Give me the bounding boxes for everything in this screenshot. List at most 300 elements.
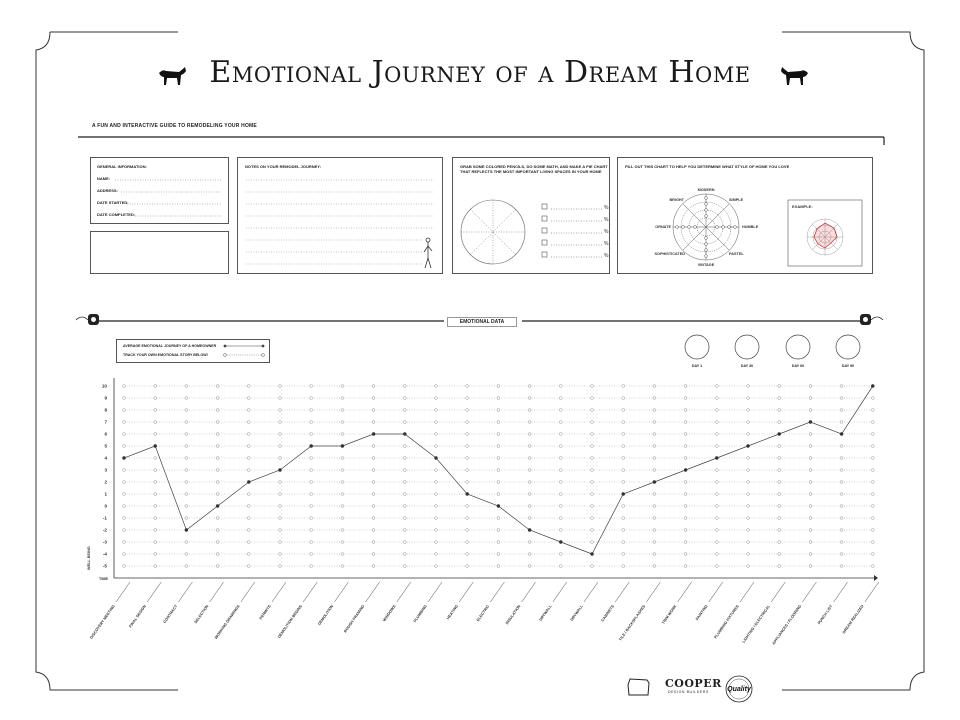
- grid-point: [403, 553, 406, 556]
- grid-point: [466, 481, 469, 484]
- grid-point: [840, 397, 843, 400]
- axis-label-bright: BRIGHT: [669, 198, 684, 202]
- grid-point: [310, 493, 313, 496]
- grid-point: [185, 433, 188, 436]
- grid-point: [185, 409, 188, 412]
- grid-point: [591, 517, 594, 520]
- grid-point: [778, 397, 781, 400]
- category-label: TRIM WORK: [661, 604, 678, 625]
- grid-point: [622, 517, 625, 520]
- grid-point: [185, 469, 188, 472]
- grid-point: [591, 565, 594, 568]
- grid-point: [653, 469, 656, 472]
- grid-point: [310, 553, 313, 556]
- grid-point: [341, 505, 344, 508]
- grid-point: [216, 529, 219, 532]
- grid-point: [559, 385, 562, 388]
- blank-pie-chart[interactable]: [461, 200, 525, 264]
- grid-point: [341, 481, 344, 484]
- category-label: WORKING DRAWINGS: [213, 604, 241, 640]
- category-label: LIGHTING / ELECTRICAL: [741, 604, 772, 644]
- grid-point: [778, 445, 781, 448]
- grid-point: [840, 445, 843, 448]
- grid-point: [341, 421, 344, 424]
- grid-point: [341, 469, 344, 472]
- category-tick: [490, 582, 504, 602]
- grid-point: [622, 397, 625, 400]
- grid-point: [528, 565, 531, 568]
- grid-point: [372, 565, 375, 568]
- axis-label-simple: SIMPLE: [729, 198, 744, 202]
- grid-point: [403, 385, 406, 388]
- grid-point: [871, 469, 874, 472]
- grid-point: [123, 541, 126, 544]
- grid-point: [684, 385, 687, 388]
- grid-point: [123, 553, 126, 556]
- percent-sign: %: [604, 253, 609, 259]
- grid-point: [747, 397, 750, 400]
- person-icon: [424, 238, 432, 268]
- grid-point: [466, 469, 469, 472]
- grid-point: [809, 505, 812, 508]
- grid-point: [778, 421, 781, 424]
- legend-average-label: AVERAGE EMOTIONAL JOURNEY OF A HOMEOWNER: [123, 344, 217, 348]
- grid-point: [403, 421, 406, 424]
- category-label: PUNCH LIST: [817, 604, 834, 626]
- grid-point: [247, 493, 250, 496]
- category-label: DRYWALL: [569, 604, 584, 622]
- grid-point: [559, 517, 562, 520]
- grid-point: [497, 457, 500, 460]
- grid-point: [185, 385, 188, 388]
- grid-point: [622, 469, 625, 472]
- grid-point: [372, 553, 375, 556]
- grid-point: [247, 421, 250, 424]
- grid-point: [871, 517, 874, 520]
- grid-point: [809, 385, 812, 388]
- grid-point: [497, 385, 500, 388]
- grid-point: [840, 409, 843, 412]
- data-point: [154, 444, 157, 447]
- grid-point: [341, 385, 344, 388]
- grid-point: [372, 541, 375, 544]
- grid-point: [185, 565, 188, 568]
- grid-point: [653, 505, 656, 508]
- x-axis-label: TIME: [99, 577, 109, 581]
- grid-point: [684, 541, 687, 544]
- grid-point: [154, 517, 157, 520]
- grid-point: [684, 505, 687, 508]
- grid-point: [403, 565, 406, 568]
- grid-point: [154, 433, 157, 436]
- y-tick-label: 4: [104, 455, 107, 461]
- grid-point: [528, 433, 531, 436]
- grid-point: [497, 529, 500, 532]
- grid-point: [310, 529, 313, 532]
- category-tick: [584, 582, 598, 602]
- data-point: [778, 432, 781, 435]
- grid-point: [154, 469, 157, 472]
- grid-point: [653, 445, 656, 448]
- grid-point: [185, 517, 188, 520]
- date-started-field-label: DATE STARTED:: [97, 200, 129, 205]
- pie-legend-checkboxes[interactable]: [542, 204, 603, 257]
- grid-point: [747, 493, 750, 496]
- grid-point: [185, 445, 188, 448]
- grid-point: [310, 421, 313, 424]
- notes-panel: [237, 157, 443, 274]
- grid-point: [715, 385, 718, 388]
- grid-point: [435, 397, 438, 400]
- grid-point: [247, 385, 250, 388]
- category-label: PAINTING: [695, 604, 709, 622]
- grid-point: [279, 421, 282, 424]
- data-point: [590, 552, 593, 555]
- category-label: PERMITS: [258, 604, 272, 621]
- grid-point: [559, 481, 562, 484]
- quality-seal-text: Quality: [727, 686, 751, 693]
- grid-point: [247, 529, 250, 532]
- grid-point: [216, 517, 219, 520]
- data-point: [653, 480, 656, 483]
- grid-point: [279, 553, 282, 556]
- grid-point: [403, 541, 406, 544]
- grid-point: [435, 529, 438, 532]
- grid-point: [497, 553, 500, 556]
- grid-point: [715, 397, 718, 400]
- grid-point: [747, 505, 750, 508]
- grid-point: [123, 565, 126, 568]
- category-tick: [740, 582, 754, 602]
- grid-point: [559, 529, 562, 532]
- grid-point: [715, 409, 718, 412]
- grid-point: [840, 457, 843, 460]
- grid-point: [871, 421, 874, 424]
- grid-point: [559, 493, 562, 496]
- name-field-label: NAME:: [97, 176, 111, 181]
- grid-point: [403, 457, 406, 460]
- category-tick: [459, 582, 473, 602]
- grid-point: [497, 397, 500, 400]
- grid-point: [497, 541, 500, 544]
- grid-point: [653, 457, 656, 460]
- data-point: [341, 444, 344, 447]
- y-tick-label: 9: [104, 395, 107, 401]
- y-tick-label: 6: [104, 431, 107, 437]
- grid-point: [216, 409, 219, 412]
- grid-point: [653, 493, 656, 496]
- data-point: [746, 444, 749, 447]
- grid-point: [840, 565, 843, 568]
- grid-point: [185, 397, 188, 400]
- data-point: [840, 432, 843, 435]
- grid-point: [528, 553, 531, 556]
- grid-point: [310, 469, 313, 472]
- grid-point: [497, 565, 500, 568]
- y-tick-label: 1: [104, 491, 107, 497]
- grid-point: [653, 541, 656, 544]
- grid-point: [154, 541, 157, 544]
- general-info-heading: GENERAL INFORMATION:: [97, 164, 147, 169]
- grid-point: [871, 397, 874, 400]
- grid-point: [809, 493, 812, 496]
- grid-point: [622, 409, 625, 412]
- grid-point: [559, 457, 562, 460]
- grid-point: [372, 529, 375, 532]
- y-tick-label: -5: [102, 563, 107, 569]
- grid-point: [591, 481, 594, 484]
- grid-point: [684, 457, 687, 460]
- grid-point: [466, 505, 469, 508]
- grid-point: [185, 481, 188, 484]
- notes-heading: NOTES ON YOUR REMODEL JOURNEY:: [245, 164, 322, 169]
- grid-point: [778, 541, 781, 544]
- category-label: DISCOVERY MEETING: [89, 604, 116, 640]
- data-point: [122, 456, 125, 459]
- grid-point: [279, 457, 282, 460]
- grid-point: [591, 409, 594, 412]
- grid-point: [435, 409, 438, 412]
- y-tick-label: -1: [102, 515, 107, 521]
- grid-point: [684, 493, 687, 496]
- category-tick: [771, 582, 785, 602]
- grid-point: [279, 541, 282, 544]
- grid-point: [591, 385, 594, 388]
- data-point: [528, 528, 531, 531]
- grid-point: [715, 517, 718, 520]
- y-axis-label: WELL BEING: [87, 546, 91, 570]
- grid-point: [341, 565, 344, 568]
- grid-point: [871, 409, 874, 412]
- category-label: TILE / BACKSPLASHES: [618, 604, 647, 642]
- grid-point: [123, 505, 126, 508]
- grid-point: [216, 433, 219, 436]
- category-tick: [834, 582, 848, 602]
- grid-point: [591, 397, 594, 400]
- category-tick: [397, 582, 411, 602]
- grid-point: [247, 445, 250, 448]
- day-label-60: DAY 60: [791, 364, 805, 368]
- grid-point: [622, 481, 625, 484]
- grid-point: [341, 433, 344, 436]
- grid-point: [279, 433, 282, 436]
- category-tick: [553, 582, 567, 602]
- grid-point: [341, 529, 344, 532]
- chart-legend: [116, 339, 270, 363]
- grid-point: [123, 517, 126, 520]
- grid-point: [840, 481, 843, 484]
- grid-point: [123, 385, 126, 388]
- data-point: [684, 468, 687, 471]
- grid-point: [747, 409, 750, 412]
- grid-point: [310, 541, 313, 544]
- grid-point: [559, 553, 562, 556]
- style-chart-panel: [617, 157, 873, 274]
- grid-point: [310, 433, 313, 436]
- grid-point: [154, 409, 157, 412]
- grid-point: [778, 457, 781, 460]
- grid-point: [372, 505, 375, 508]
- axis-label-vintage: VINTAGE: [697, 263, 715, 267]
- data-point: [310, 444, 313, 447]
- data-point: [247, 480, 250, 483]
- category-label: PLUMBING: [412, 604, 428, 624]
- day-60-circle[interactable]: [786, 335, 810, 359]
- grid-point: [403, 505, 406, 508]
- grid-point: [778, 517, 781, 520]
- date-completed-field-label: DATE COMPLETED:: [97, 212, 136, 217]
- grid-point: [216, 541, 219, 544]
- category-label: INSULATION: [504, 604, 522, 626]
- grid-point: [840, 529, 843, 532]
- grid-point: [310, 385, 313, 388]
- grid-point: [247, 457, 250, 460]
- grid-point: [871, 505, 874, 508]
- grid-point: [528, 445, 531, 448]
- grid-point: [559, 445, 562, 448]
- day-30-circle[interactable]: [735, 335, 759, 359]
- grid-point: [653, 565, 656, 568]
- grid-point: [747, 517, 750, 520]
- category-tick: [615, 582, 629, 602]
- grid-point: [279, 517, 282, 520]
- grid-point: [216, 445, 219, 448]
- grid-point: [497, 445, 500, 448]
- grid-point: [684, 481, 687, 484]
- grid-point: [591, 421, 594, 424]
- grid-point: [715, 505, 718, 508]
- grid-point: [528, 385, 531, 388]
- grid-point: [216, 385, 219, 388]
- grid-point: [528, 409, 531, 412]
- grid-point: [715, 421, 718, 424]
- grid-point: [622, 505, 625, 508]
- y-tick-label: -3: [102, 539, 107, 545]
- grid-point: [341, 541, 344, 544]
- grid-point: [123, 481, 126, 484]
- grid-point: [591, 529, 594, 532]
- quality-seal-icon: [724, 674, 754, 704]
- grid-point: [403, 409, 406, 412]
- grid-point: [715, 469, 718, 472]
- grid-point: [216, 421, 219, 424]
- day-1-circle[interactable]: [685, 335, 709, 359]
- grid-point: [466, 409, 469, 412]
- brand-tagline: DESIGN BUILDERS: [668, 690, 709, 694]
- percent-sign: %: [604, 229, 609, 235]
- grid-point: [341, 409, 344, 412]
- grid-point: [559, 565, 562, 568]
- grid-point: [871, 565, 874, 568]
- grid-point: [310, 457, 313, 460]
- grid-point: [247, 397, 250, 400]
- grid-point: [778, 505, 781, 508]
- category-tick: [366, 582, 380, 602]
- grid-point: [435, 445, 438, 448]
- grid-point: [154, 481, 157, 484]
- grid-point: [840, 541, 843, 544]
- grid-point: [622, 421, 625, 424]
- grid-point: [528, 397, 531, 400]
- grid-point: [372, 493, 375, 496]
- grid-point: [747, 541, 750, 544]
- day-90-circle[interactable]: [836, 335, 860, 359]
- grid-point: [185, 493, 188, 496]
- data-point: [497, 504, 500, 507]
- data-point: [466, 492, 469, 495]
- grid-point: [715, 565, 718, 568]
- y-tick-label: 7: [104, 419, 107, 425]
- page-subtitle: A FUN AND INTERACTIVE GUIDE TO REMODELING YOUR HOME: [92, 123, 257, 129]
- grid-point: [123, 433, 126, 436]
- day-label-1: DAY 1: [691, 364, 703, 368]
- legend-own-label: TRACK YOUR OWN EMOTIONAL STORY BELOW!: [123, 353, 208, 357]
- pie-heading: GRAB SOME COLORED PENCILS, DO SOME MATH, AND MAKE A PIE CHART THAT REFLECTS THE MOST IMPORTANT LIVING SPACES IN YOUR HOME: [460, 164, 608, 174]
- grid-point: [435, 517, 438, 520]
- grid-point: [840, 493, 843, 496]
- category-label: DEMOLITION BEGINS: [277, 604, 304, 639]
- grid-point: [591, 445, 594, 448]
- category-tick: [241, 582, 255, 602]
- grid-point: [216, 481, 219, 484]
- grid-point: [279, 397, 282, 400]
- grid-point: [247, 409, 250, 412]
- grid-point: [871, 481, 874, 484]
- grid-point: [372, 409, 375, 412]
- category-label: SELECTION: [193, 604, 210, 625]
- emotional-data-label: EMOTIONAL DATA: [447, 317, 517, 327]
- data-point: [559, 540, 562, 543]
- grid-point: [684, 553, 687, 556]
- grid-point: [372, 421, 375, 424]
- grid-point: [684, 409, 687, 412]
- grid-point: [684, 421, 687, 424]
- grid-point: [435, 493, 438, 496]
- grid-point: [341, 493, 344, 496]
- grid-point: [778, 493, 781, 496]
- category-tick: [802, 582, 816, 602]
- grid-point: [715, 493, 718, 496]
- grid-point: [466, 457, 469, 460]
- axis-label-ornate: ORNATE: [655, 225, 671, 229]
- grid-point: [435, 553, 438, 556]
- day-label-30: DAY 30: [740, 364, 754, 368]
- grid-point: [247, 541, 250, 544]
- y-tick-label: 3: [104, 467, 107, 473]
- y-tick-label: -4: [102, 551, 107, 557]
- y-tick-label: 8: [104, 407, 107, 413]
- grid-point: [403, 445, 406, 448]
- y-tick-label: 2: [104, 479, 107, 485]
- grid-point: [622, 529, 625, 532]
- grid-point: [684, 529, 687, 532]
- grid-point: [747, 457, 750, 460]
- data-point: [278, 468, 281, 471]
- grid-point: [279, 565, 282, 568]
- grid-point: [372, 385, 375, 388]
- grid-point: [809, 541, 812, 544]
- grid-point: [403, 481, 406, 484]
- grid-point: [653, 421, 656, 424]
- data-point: [871, 384, 874, 387]
- grid-point: [778, 409, 781, 412]
- grid-point: [528, 493, 531, 496]
- category-tick: [272, 582, 286, 602]
- grid-point: [435, 481, 438, 484]
- grid-point: [591, 469, 594, 472]
- data-point: [434, 456, 437, 459]
- data-point: [715, 456, 718, 459]
